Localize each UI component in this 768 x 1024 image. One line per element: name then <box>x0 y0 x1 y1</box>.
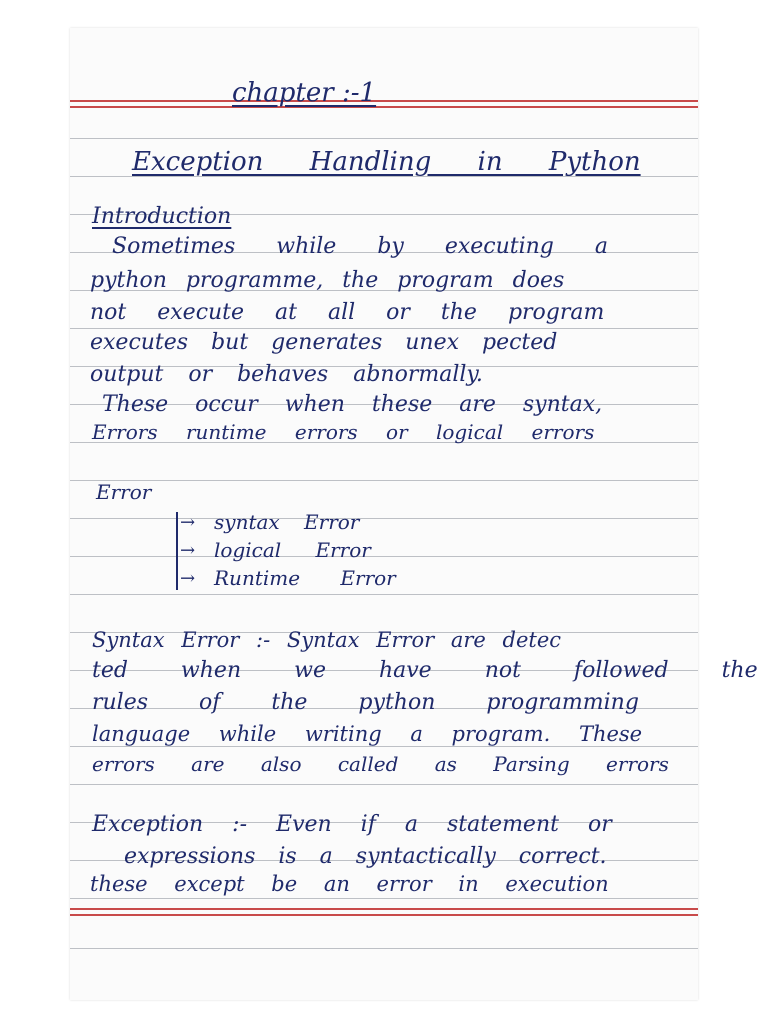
syntax-line: language while writing a program. These <box>92 722 643 746</box>
syntax-line: ted when we have not followed the <box>92 658 758 683</box>
ruled-line <box>70 594 698 595</box>
ruled-line <box>70 138 698 139</box>
top-margin-line <box>70 100 698 102</box>
error-tree-bracket <box>176 512 178 590</box>
ruled-line <box>70 480 698 481</box>
intro-line: executes but generates unex pected <box>90 330 558 355</box>
intro-line: These occur when these are syntax, <box>102 392 603 417</box>
intro-heading: Introduction <box>92 204 232 229</box>
ruled-line <box>70 556 698 557</box>
exception-line: expressions is a syntactically correct. <box>124 844 607 869</box>
ruled-line <box>70 518 698 519</box>
syntax-line: Syntax Error :- Syntax Error are detec <box>92 628 562 652</box>
arrow-right-icon: → <box>180 540 196 561</box>
arrow-right-icon: → <box>180 512 196 533</box>
exception-line: these except be an error in execution <box>90 872 609 896</box>
ruled-line <box>70 784 698 785</box>
bottom-margin-line <box>70 908 698 910</box>
exception-line: Exception :- Even if a statement or <box>92 812 612 837</box>
syntax-line: errors are also called as Parsing errors <box>92 752 669 776</box>
intro-line: Errors runtime errors or logical errors <box>92 420 595 444</box>
error-type-logical: logical Error <box>214 538 371 562</box>
bottom-margin-line-2 <box>70 914 698 916</box>
intro-line: not execute at all or the program <box>90 300 605 325</box>
ruled-line <box>70 948 698 949</box>
intro-line: output or behaves abnormally. <box>90 362 483 387</box>
intro-line: python programme, the program does <box>90 268 565 293</box>
error-heading: Error <box>96 480 152 504</box>
top-margin-line-2 <box>70 106 698 108</box>
ruled-line <box>70 746 698 747</box>
page-title: Exception Handling in Python <box>132 147 641 177</box>
chapter-heading: chapter :-1 <box>232 78 377 108</box>
ruled-line <box>70 328 698 329</box>
error-type-runtime: Runtime Error <box>214 566 396 590</box>
syntax-line: rules of the python programming <box>92 690 639 715</box>
error-type-syntax: syntax Error <box>214 510 360 534</box>
arrow-right-icon: → <box>180 568 196 589</box>
intro-line: Sometimes while by executing a <box>112 234 609 259</box>
ruled-line <box>70 898 698 899</box>
